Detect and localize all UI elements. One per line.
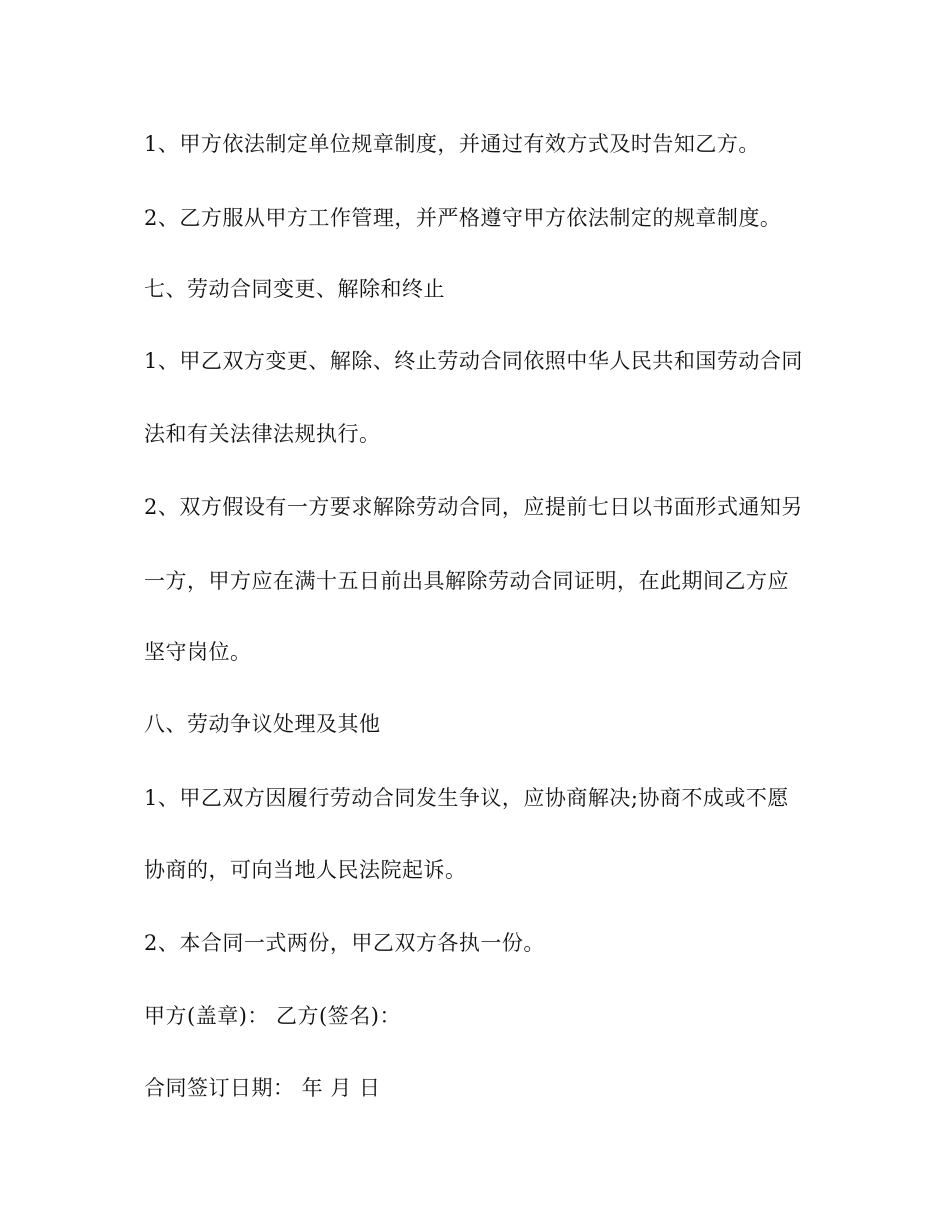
clause-8-1-line-2: 协商的，可向当地人民法院起诉。 (144, 858, 467, 882)
clause-8-2: 2、本合同一式两份，甲乙双方各执一份。 (144, 931, 545, 955)
clause-7-1-line-2: 法和有关法律法规执行。 (144, 422, 381, 446)
signature-line: 甲方(盖章)： 乙方(签名)： (144, 1004, 401, 1028)
section-7-heading: 七、劳动合同变更、解除和终止 (144, 277, 445, 301)
clause-6-2: 2、乙方服从甲方工作管理，并严格遵守甲方依法制定的规章制度。 (144, 206, 782, 230)
clause-7-2-line-1: 2、双方假设有一方要求解除劳动合同，应提前七日以书面形式通知另 (144, 495, 803, 519)
clause-7-1-line-1: 1、甲乙双方变更、解除、终止劳动合同依照中华人民共和国劳动合同 (144, 349, 803, 373)
clause-8-1-line-1: 1、甲乙双方因履行劳动合同发生争议，应协商解决;协商不成或不愿 (144, 786, 789, 810)
clause-7-2-line-2: 一方，甲方应在满十五日前出具解除劳动合同证明，在此期间乙方应 (144, 569, 789, 593)
clause-7-2-line-3: 坚守岗位。 (144, 640, 252, 664)
signing-date-line: 合同签订日期： 年 月 日 (144, 1076, 381, 1100)
section-8-heading: 八、劳动争议处理及其他 (144, 712, 381, 736)
clause-6-1: 1、甲方依法制定单位规章制度，并通过有效方式及时告知乙方。 (144, 132, 760, 156)
